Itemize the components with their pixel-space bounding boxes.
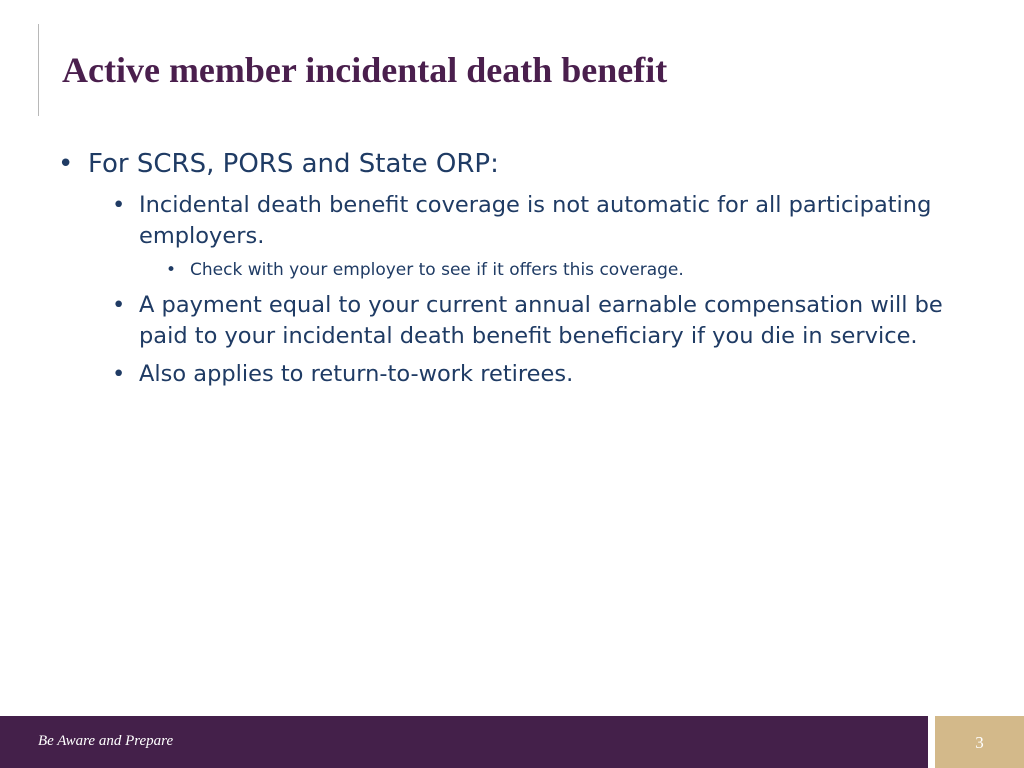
- bullet-text: Incidental death benefit coverage is not automatic for all participating employers.: [139, 192, 932, 249]
- bullet-marker: •: [166, 260, 177, 280]
- bullet-text: A payment equal to your current annual earnable compensation will be paid to your incidental death benefit beneficiary if you die in service.: [139, 292, 943, 349]
- bullet-marker: •: [112, 292, 126, 318]
- bullet-text: For SCRS, PORS and State ORP:: [88, 149, 499, 179]
- title-divider: [38, 24, 39, 116]
- slide-title: Active member incidental death benefit: [62, 50, 668, 90]
- bullet-text: Also applies to return-to-work retirees.: [139, 361, 574, 387]
- bullet-marker: •: [112, 361, 126, 387]
- page-number: 3: [975, 733, 984, 752]
- bullet-text: Check with your employer to see if it offers this coverage.: [190, 260, 684, 280]
- footer-tagline: Be Aware and Prepare: [38, 733, 174, 749]
- bullet-marker: •: [112, 192, 126, 218]
- bullet-marker: •: [58, 149, 74, 179]
